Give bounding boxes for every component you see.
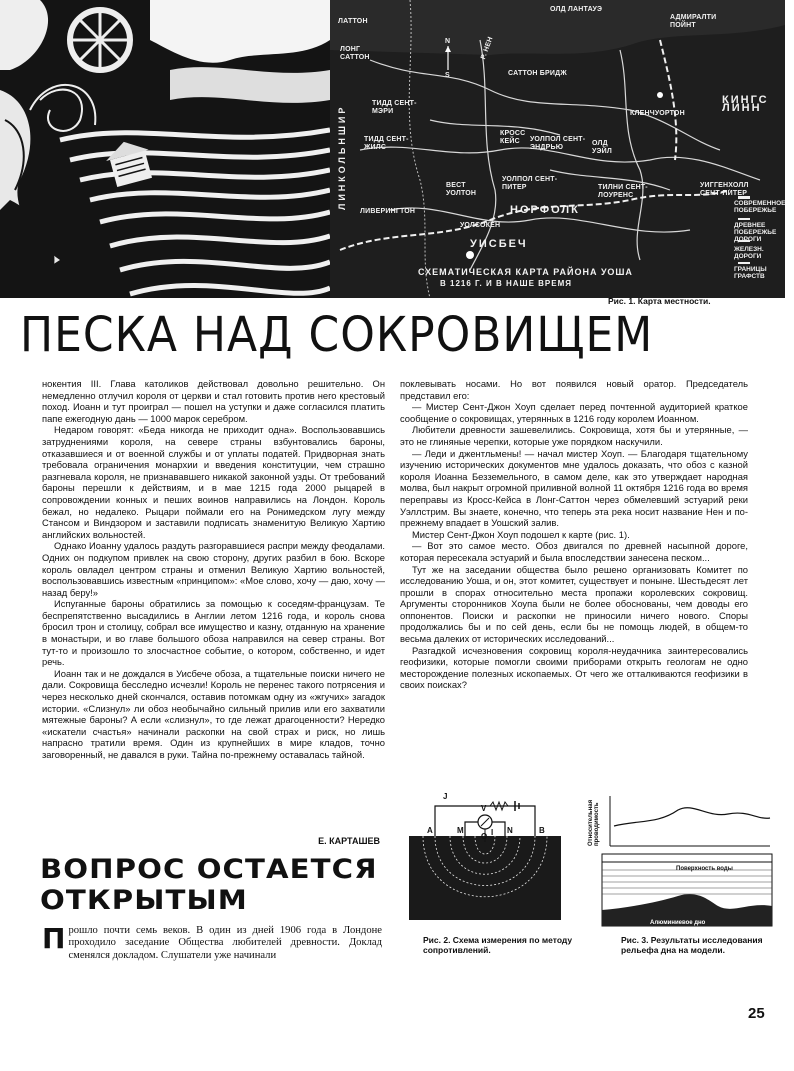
place-river-nen: Р. НЕН — [480, 35, 495, 61]
left-paragraph-1: нокентия III. Глава католиков действовал довольно решительно. Он немедленно отлучил короля от церкви и стал готовить против него крестовый поход. Иоанн и тут проиграл — пошел на уступки и даже согласился платить папе ежегодную дань — 1000 марок серебром. — [42, 378, 385, 424]
fig3-water-label: Поверхность воды — [676, 866, 733, 872]
legend-ancient-coast: ДРЕВНЕЕ ПОБЕРЕЖЬЕ — [734, 222, 777, 236]
right-paragraph-1: поклевывать носами. Но вот появился новый оратор. Председатель представил его: — [400, 378, 748, 401]
relief-model-diagram — [588, 790, 774, 930]
fig2-label-b: B — [539, 826, 545, 835]
sub-article — [42, 922, 382, 962]
right-column — [400, 378, 748, 691]
compass-south: S — [445, 72, 450, 79]
main-title: ПЕСКА НАД СОКРОВИЩЕМ — [20, 307, 654, 364]
drop-cap: П — [42, 922, 66, 955]
place-tidd-st-mary: ТИДД СЕНТ-МЭРИ — [372, 100, 417, 115]
place-admiralty-point: АДМИРАЛТИ ПОЙНТ — [670, 14, 717, 29]
place-kings-lynn: КИНГС ЛИНН — [722, 94, 769, 114]
left-column — [42, 378, 385, 761]
fig2-label-o: O — [481, 832, 488, 841]
map-title-line1: СХЕМАТИЧЕСКАЯ КАРТА РАЙОНА УОША — [418, 267, 633, 277]
sub-article-text: рошло почти семь веков. В один из дней 1906 года в Лондоне проходило заседание Общества любителей древности. Доклад сменялся докладом. Слушатели уже начинали — [68, 925, 382, 961]
place-walsoken: УОЛСОКЕН — [460, 222, 501, 229]
right-paragraph-8: Разгадкой исчезновения сокровищ короля-неудачника заинтересовались геофизики, которые помогли своими приборами открыть геологам не одно месторождение полезных ископаемых. От чего же отталкиваются геофизики в своих поисках? — [400, 644, 748, 691]
place-latton: ЛАТТОН — [338, 18, 368, 25]
place-long-satton: ЛОНГ САТТОН — [340, 46, 370, 61]
right-paragraph-7: Тут же на заседании общества было решено организовать Комитет по исследованию Уоша, и он, этот комитет, существует и поныне. Шестьдесят лет прошли в спорах относительно места пропажи королевских сокровищ. Аргументы сторонников Хоупа были не более обоснованы, чем доводы его оппонентов. Поиски и раскопки не приносили ничего нового. Споры продолжались бы и по сей день, если бы не помощь людей, в общем-то весьма далеких от исторических исследований... — [400, 563, 748, 645]
legend-roads: ДОРОГИ — [734, 236, 762, 243]
left-paragraph-4: Испуганные бароны обратились за помощью к соседям-французам. Те беспрепятственно высадились в Англии летом 1216 года, и король снова бросил трон и столицу, собрал все имущество и казну, отданную на хранение в монастыри, и во главе большого обоза направился на север страны. Вот тут-то и произошло то злосчастное событие, о котором, собственно, и идет речь. — [42, 598, 385, 668]
fig3-diagram — [588, 790, 774, 930]
fig3-ylabel: Относительная проводимость — [588, 799, 600, 846]
fig2-label-v: V — [481, 804, 487, 813]
legend-county-borders: ГРАНИЦЫ ГРАФСТВ — [734, 266, 767, 280]
place-west-walton: ВЕСТ УОЛТОН — [446, 182, 477, 197]
place-satton-bridge: САТТОН БРИДЖ — [508, 70, 567, 77]
place-tidd-st-giles: ТИДД СЕНТ-ЖИЛС — [364, 136, 409, 151]
fig2-diagram — [405, 792, 565, 922]
left-paragraph-5: Иоанн так и не дождался в Уисбече обоза, а тщательные поиски ничего не дали. Сокровища бесследно исчезли! Король не перенес такого потрясения и через несколько дней скончался, оставив потомкам одну из «жгучих» загадок истории. «Слизнул» ли обоз необычайно сильный прилив или его захватили мятежные бароны? А если «слизнул», то где лежат драгоценности? Нередко «искатели счастья» начинали раскопки на свой страх и риск, но лишь напрасно тратили время. Один из крупнейших в мире кладов, точно заговоренный, не давался в руки. Тайна по-прежнему оставалась тайной. — [42, 667, 385, 760]
place-klenchuorton: КЛЕНЧУОРТОН — [630, 110, 685, 117]
fig2-label-j: J — [443, 792, 448, 801]
place-old-lantauze: ОЛД ЛАНТАУЭ — [550, 6, 603, 13]
fig3-caption: Рис. 3. Результаты исследования рельефа дна на модели. — [621, 935, 763, 955]
place-cross-keys: КРОСС КЕЙС — [500, 130, 526, 145]
wave-artwork — [0, 0, 330, 298]
map-vertical-label: ЛИНКОЛЬНШИР — [337, 104, 347, 210]
fig2-label-i: I — [491, 828, 494, 837]
right-paragraph-3: Любители древности зашевелились. Сокровища, хотя бы и утерянные, — это не глиняные черепки, которые уже порядком наскучили. — [400, 424, 748, 447]
place-wisbech: УИСБЕЧ — [470, 238, 528, 250]
right-paragraph-5: Мистер Сент-Джон Хоуп подошел к карте (рис. 1). — [412, 528, 630, 540]
fig2-label-a: A — [427, 826, 433, 835]
fig2-label-m: M — [457, 826, 464, 835]
subtitle-line1: ВОПРОС ОСТАЕТСЯ — [40, 854, 378, 885]
place-walpole-st-andrew: УОЛПОЛ СЕНТ-ЭНДРЬЮ — [530, 136, 586, 151]
left-paragraph-2: Недаром говорят: «Беда никогда не приходит одна». Воспользовавшись затруднениями короля, на севере страны взбунтовались бароны, отказавшиеся и от военной службы и от уплаты податей. Придворная знать требовала ограничения монархии и введения конституции, чем страшно разгневала короля, не признававшего никакой законной узды. От требований бароны перешли к действиям, и в мае 1215 года 2000 рыцарей в сопровождении конных и пеших воинов направились на Лондон. Король бежал, но недалеко. Рыцари поймали его на Ронимедском лугу между Стансом и Виндзором и заставили подписать знаменитую Великую Хартию английских вольностей. — [42, 424, 385, 540]
decorative-illustration — [0, 0, 330, 298]
area-map — [330, 0, 785, 298]
fig1-caption: Рис. 1. Карта местности. — [608, 296, 711, 306]
place-walpole-st-peter: УОЛПОЛ СЕНТ-ПИТЕР — [502, 176, 558, 191]
place-tilney-st-lawrence: ТИЛНИ СЕНТ-ЛОУРЕНС — [598, 184, 648, 199]
place-liverington: ЛИВЕРИНГТОН — [360, 208, 416, 215]
fig2-label-n: N — [507, 826, 513, 835]
right-paragraph-2: — Мистер Сент-Джон Хоуп сделает перед почтенной аудиторией краткое сообщение о сокровищах, утерянных в 1216 году королем Иоанном. — [400, 401, 748, 424]
fig2-caption: Рис. 2. Схема измерения по методу сопротивлений. — [423, 935, 573, 955]
legend-current-coast: СОВРЕМЕННОЕ ПОБЕРЕЖЬЕ — [734, 200, 785, 214]
page-number: 25 — [748, 1005, 765, 1022]
right-paragraph-6: — Вот это самое место. Обоз двигался по древней насыпной дороге, которая пересекала эстуарий и была впоследствии занесена песком... — [400, 540, 748, 563]
map-title-line2: В 1216 Г. И В НАШЕ ВРЕМЯ — [440, 279, 572, 288]
left-paragraph-3: Однако Иоанну удалось раздуть разгоравшиеся распри между феодалами. Одних он подкупом привлек на свою сторону, других разбил в бою. Вскоре король овладел центром страны и отменил Великую Хартию вольностей, воспользовавшись известным «принципом»: «Мое слово, хочу — даю, хочу — назад беру!» — [42, 540, 385, 598]
place-wiggenhall-st-peter: УИГГЕНХОЛЛ СЕНТ-ПИТЕР — [700, 182, 749, 197]
place-old-wale: ОЛД УЭЙЛ — [592, 140, 612, 155]
compass-north: N — [445, 38, 451, 45]
legend-railways: ЖЕЛЕЗН. ДОРОГИ — [734, 246, 764, 260]
place-norfolk: НОРФОЛК — [510, 204, 580, 216]
subtitle-line2: ОТКРЫТЫМ — [40, 885, 248, 916]
article-author: Е. КАРТАШЕВ — [318, 836, 380, 846]
fig3-bottom-label: Алюминиевое дно — [650, 920, 706, 926]
right-paragraph-4: — Леди и джентльмены! — начал мистер Хоуп. — Благодаря тщательному изучению исторических документов мне удалось доказать, что обоз с казной короля Иоанна Безземельного, в самом деле, как это утверждает народная молва, был накрыт огромной приливной волной 11 октября 1216 года во время переправы из Кросс-Кейса в Лонг-Саттон через обмелевший эстуарий реки Уэллстрим. Вы знаете, конечно, что теперь эта река носит название Нен и по-прежнему впадает в Уошский залив. — [400, 447, 748, 529]
